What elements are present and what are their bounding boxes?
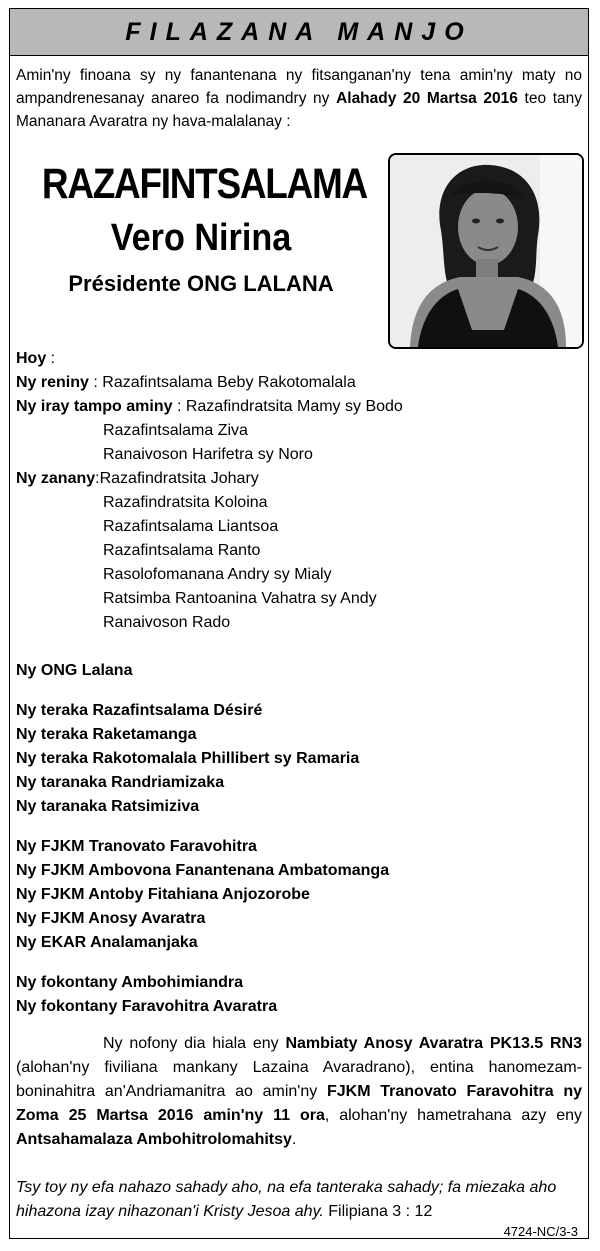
intro-paragraph — [16, 64, 582, 133]
child-item: Razafintsalama Ranto — [103, 542, 261, 559]
relative-group-line: Ny teraka Rakotomalala Phillibert sy Ramaria — [16, 750, 360, 767]
child-item: Razafintsalama Liantsoa — [103, 518, 279, 535]
child-item: Rasolofomanana Andry sy Mialy — [103, 566, 332, 583]
announcement-body — [16, 64, 583, 1239]
hoy-row — [16, 347, 582, 371]
sibling-item: Razafintsalama Ziva — [103, 422, 248, 439]
mourners-list — [16, 347, 582, 1019]
church-line: Ny FJKM Antoby Fitahiana Anjozorobe — [16, 886, 310, 903]
deceased-name-block — [16, 159, 386, 299]
announcement-frame — [9, 8, 589, 1239]
departure-place: Nambiaty Anosy Avaratra PK13.5 RN3 — [285, 1035, 582, 1052]
death-date: Alahady 20 Martsa 2016 — [336, 90, 518, 107]
child-item: Razafindratsita Koloina — [103, 494, 268, 511]
funeral-part1: Ny nofony dia hiala eny — [103, 1035, 286, 1052]
burial-place: Antsahamalaza Ambohitrolomahitsy — [16, 1131, 292, 1148]
child-item: Ranaivoson Rado — [103, 614, 231, 631]
church-line: Ny FJKM Ambovona Fanantenana Ambatomanga — [16, 862, 390, 879]
sibling-item: Ranaivoson Harifetra sy Noro — [103, 446, 313, 463]
hoy-colon: : — [46, 350, 56, 367]
funeral-paragraph — [16, 1032, 582, 1152]
mother-value: : Razafintsalama Beby Rakotomalala — [88, 374, 356, 391]
fokontany-line: Ny fokontany Faravohitra Avaratra — [16, 998, 278, 1015]
mother-row — [16, 371, 582, 395]
hoy-label: Hoy — [16, 350, 47, 367]
child-item: Ratsimba Rantoanina Vahatra sy Andy — [103, 590, 377, 607]
ad-reference-code: 4724-NC/3-3 — [503, 1224, 578, 1239]
portrait-photo — [388, 153, 584, 349]
relative-group-line: Ny teraka Raketamanga — [16, 726, 197, 743]
portrait-photo-icon — [390, 155, 582, 347]
siblings-row — [16, 395, 582, 419]
deceased-role: Présidente ONG LALANA — [68, 271, 334, 296]
announcement-header — [10, 9, 588, 56]
bible-verse — [16, 1176, 582, 1224]
intro-text-before: Amin'ny finoana sy ny fanantenana ny fitsanganan'ny tena amin'ny maty no ampandrenesanay anareo fa nodimandry ny — [16, 67, 582, 107]
verse-text: Tsy toy ny efa nahazo sahady aho, na efa tanteraka sahady; fa miezaka aho hihazona izay nihazonan'i Kristy Jesoa ahy. — [16, 1179, 557, 1220]
children-row — [16, 467, 582, 491]
fokontany-line: Ny fokontany Ambohimiandra — [16, 974, 243, 991]
church-line: Ny EKAR Analamanjaka — [16, 934, 198, 951]
church-line: Ny FJKM Anosy Avaratra — [16, 910, 206, 927]
children-label: Ny zanany — [16, 470, 96, 487]
funeral-part2: (alohan'ny fiviliana mankany Lazaina Avaradrano), entina hanomezam-boninahitra an'Andriamanitra ao amin'ny — [16, 1059, 582, 1100]
church-line: Ny FJKM Tranovato Faravohitra — [16, 838, 257, 855]
relative-group-line: Ny teraka Razafintsalama Désiré — [16, 702, 263, 719]
relative-group-line: Ny taranaka Ratsimiziva — [16, 798, 200, 815]
funeral-part3: , alohan'ny hametrahana azy eny — [324, 1107, 582, 1124]
header-title: FILAZANA MANJO — [125, 17, 473, 46]
verse-reference: Filipiana 3 : 12 — [323, 1203, 433, 1220]
mother-label: Ny reniny — [16, 374, 89, 391]
funeral-part4: . — [291, 1131, 297, 1148]
service-details: FJKM Tranovato Faravohitra ny Zoma 25 Martsa 2016 amin'ny 11 ora — [16, 1083, 582, 1124]
relative-group-line: Ny taranaka Randriamizaka — [16, 774, 225, 791]
deceased-surname: RAZAFINTSALAMA — [41, 160, 367, 208]
funeral-text — [16, 1032, 582, 1152]
sibling-item: : Razafindratsita Mamy sy Bodo — [172, 398, 403, 415]
ong-line: Ny ONG Lalana — [16, 662, 133, 679]
siblings-label: Ny iray tampo aminy — [16, 398, 173, 415]
deceased-given-names: Vero Nirina — [110, 217, 292, 259]
intro-text-after: teo tany Mananara Avaratra ny hava-malalanay : — [16, 90, 583, 130]
child-item: :Razafindratsita Johary — [95, 470, 259, 487]
